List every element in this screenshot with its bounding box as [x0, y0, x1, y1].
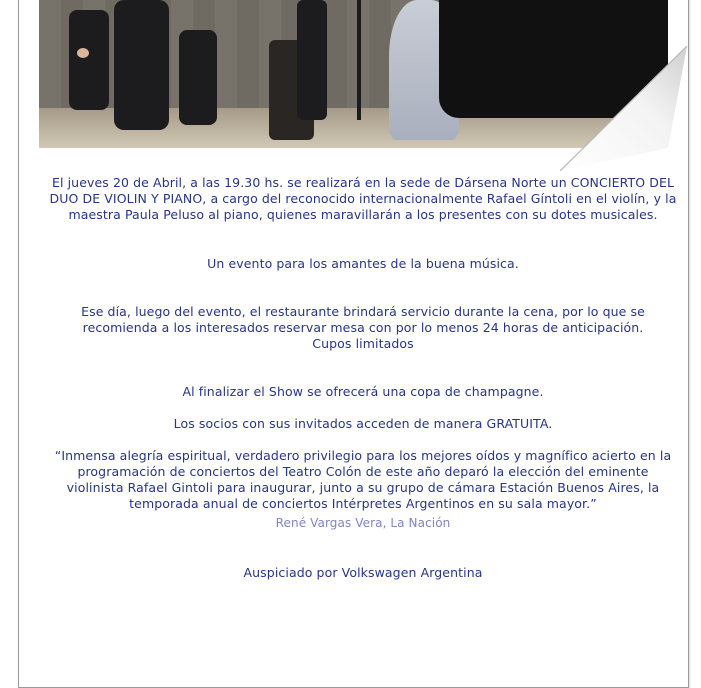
members-note: Los socios con sus invitados acceden de manera GRATUITA.	[173, 416, 553, 431]
page-curl-corner	[560, 46, 690, 171]
limited-seats: Cupos limitados	[312, 336, 414, 351]
musician-figure	[69, 10, 109, 110]
musician-figure	[297, 0, 327, 120]
dinner-paragraph: Ese día, luego del evento, el restaurante brindará servicio durante la cena, por lo que se recomienda a los interesados reservar mesa con por lo menos 24 horas de anticipación.	[81, 304, 645, 335]
musician-figure	[114, 0, 169, 130]
musician-figure	[179, 30, 217, 125]
quote-block	[48, 448, 678, 531]
press-quote: “Inmensa alegría espiritual, verdadero privilegio para los mejores oídos y magnífico acierto en la programación de conciertos del Teatro Colón de este año deparó la elección del eminente violinista Rafael Gintoli para inaugurar, junto a su grupo de cámara Estación Buenos Aires, la temporada anual de conciertos Intérpretes Argentinos en su sala mayor.”	[54, 448, 672, 511]
intro-paragraph: El jueves 20 de Abril, a las 19.30 hs. se realizará en la sede de Dársena Norte un CONCIERTO DEL DUO DE VIOLIN Y PIANO, a cargo del reconocido internacionalmente Rafael Gíntoli en el violín, y la maestra Paula Peluso al piano, quienes maravillarán a los presentes con su dotes musicales.	[49, 175, 677, 222]
dinner-block	[48, 304, 678, 352]
hand	[77, 48, 89, 58]
tagline: Un evento para los amantes de la buena música.	[207, 256, 519, 271]
tagline-block	[48, 256, 678, 272]
sponsor-block	[48, 565, 678, 581]
music-stand	[357, 0, 361, 120]
champagne-block	[48, 384, 678, 400]
sponsor-line: Auspiciado por Volkswagen Argentina	[243, 565, 483, 580]
quote-credit: René Vargas Vera, La Nación	[275, 516, 451, 530]
event-description	[48, 175, 678, 223]
members-block	[48, 416, 678, 432]
champagne-note: Al finalizar el Show se ofrecerá una copa de champagne.	[182, 384, 544, 399]
